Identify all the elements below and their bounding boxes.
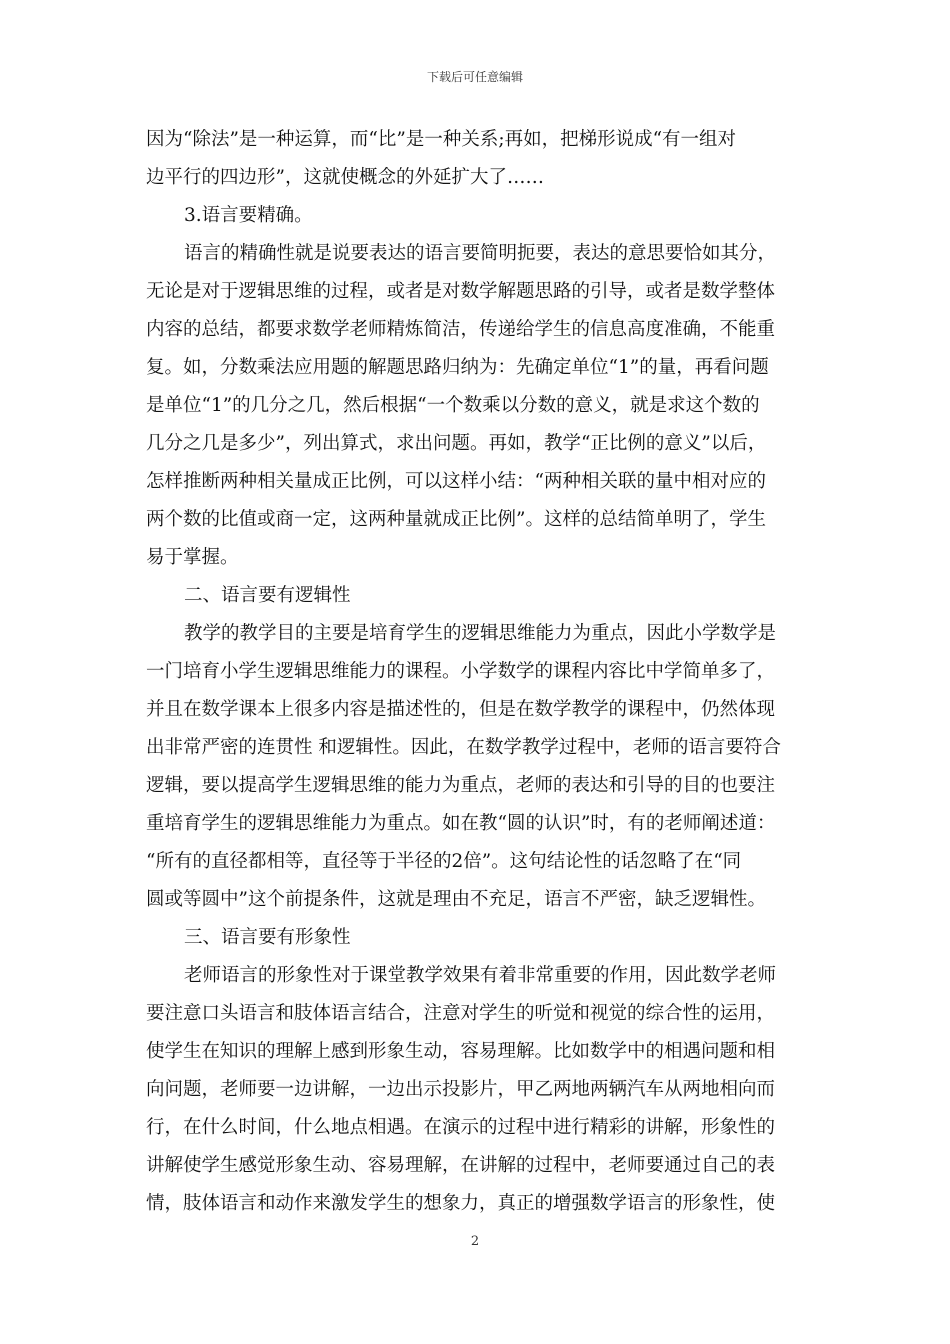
body-line: 几分之几是多少”，列出算式，求出问题。再如，教学“正比例的意义”以后， — [146, 433, 767, 454]
body-line: “所有的直径都相等，直径等于半径的2倍”。这句结论性的话忽略了在“同 — [146, 851, 742, 872]
body-line: 并且在数学课本上很多内容是描述性的，但是在数学教学的课程中，仍然体现 — [146, 699, 776, 720]
body-line: 是单位“1”的几分之几，然后根据“一个数乘以分数的意义，就是求这个数的 — [146, 395, 760, 416]
body-line: 要注意口头语言和肢体语言结合，注意对学生的听觉和视觉的综合性的运用， — [146, 1003, 776, 1024]
paragraph-start: 老师语言的形象性对于课堂教学效果有着非常重要的作用，因此数学老师 — [184, 965, 777, 986]
body-line: 行，在什么时间，什么地点相遇。在演示的过程中进行精彩的讲解，形象性的 — [146, 1117, 776, 1138]
paragraph-start: 教学的教学目的主要是培育学生的逻辑思维能力为重点，因此小学数学是 — [184, 623, 777, 644]
body-line: 怎样推断两种相关量成正比例，可以这样小结：“两种相关联的量中相对应的 — [146, 471, 766, 492]
body-line: 讲解使学生感觉形象生动、容易理解，在讲解的过程中，老师要通过自己的表 — [146, 1155, 776, 1176]
body-line: 情，肢体语言和动作来激发学生的想象力，真正的增强数学语言的形象性，使 — [146, 1193, 776, 1214]
body-line: 复。如，分数乘法应用题的解题思路归纳为：先确定单位“1”的量，再看问题 — [146, 357, 769, 378]
body-line: 使学生在知识的理解上感到形象生动，容易理解。比如数学中的相遇问题和相 — [146, 1041, 776, 1062]
section-heading: 3.语言要精确。 — [184, 205, 313, 226]
section-heading: 三、语言要有形象性 — [184, 927, 351, 948]
body-line: 向问题，老师要一边讲解，一边出示投影片，甲乙两地两辆汽车从两地相向而 — [146, 1079, 776, 1100]
body-line: 出非常严密的连贯性 和逻辑性。因此，在数学教学过程中，老师的语言要符合 — [146, 737, 781, 758]
page-header: 下载后可任意编辑 — [426, 70, 523, 84]
body-line: 无论是对于逻辑思维的过程，或者是对数学解题思路的引导，或者是数学整体 — [146, 281, 776, 302]
body-line: 逻辑，要以提高学生逻辑思维的能力为重点，老师的表达和引导的目的也要注 — [146, 775, 776, 796]
paragraph-start: 语言的精确性就是说要表达的语言要简明扼要，表达的意思要恰如其分， — [184, 243, 777, 264]
body-line: 内容的总结，都要求数学老师精炼简洁，传递给学生的信息高度准确，不能重 — [146, 319, 776, 340]
body-line: 易于掌握。 — [146, 547, 239, 568]
body-line: 一门培育小学生逻辑思维能力的课程。小学数学的课程内容比中学简单多了， — [146, 661, 776, 682]
body-line: 因为“除法”是一种运算，而“比”是一种关系;再如，把梯形说成“有一组对 — [146, 129, 737, 150]
page-number: 2 — [470, 1234, 480, 1249]
body-line: 两个数的比值或商一定，这两种量就成正比例”。这样的总结简单明了，学生 — [146, 509, 766, 530]
body-line: 重培育学生的逻辑思维能力为重点。如在教“圆的认识”时，有的老师阐述道： — [146, 813, 776, 834]
body-line: 边平行的四边形”，这就使概念的外延扩大了…… — [146, 167, 544, 188]
body-line: 圆或等圆中”这个前提条件，这就是理由不充足，语言不严密，缺乏逻辑性。 — [146, 889, 766, 910]
section-heading: 二、语言要有逻辑性 — [184, 585, 351, 606]
